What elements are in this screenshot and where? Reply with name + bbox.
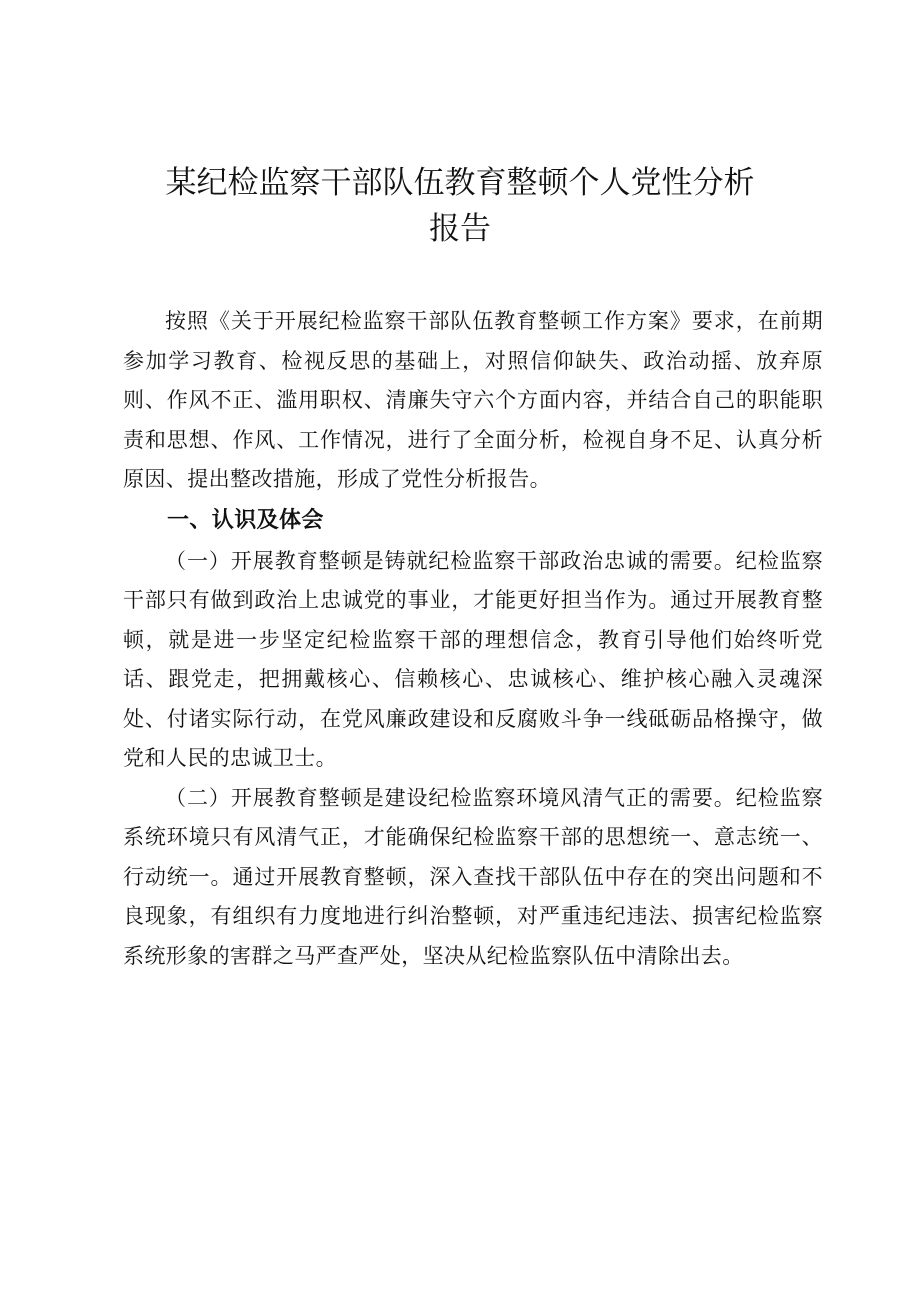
document-title [100,160,820,252]
section-paragraph-1: （一）开展教育整顿是铸就纪检监察干部政治忠诚的需要。纪检监察干部只有做到政治上忠诚党的事业，才能更好担当作为。通过开展教育整顿，就是进一步坚定纪检监察干部的理想信念，教育引导他们始终听党话、跟党走，把拥戴核心、信赖核心、忠诚核心、维护核心融入灵魂深处、付诸实际行动，在党风廉政建设和反腐败斗争一线砥砺品格操守，做党和人民的忠诚卫士。 [123,548,823,770]
document-body [123,302,823,976]
section-heading: 一、认识及体会 [167,507,324,533]
intro-paragraph: 按照《关于开展纪检监察干部队伍教育整顿工作方案》要求，在前期参加学习教育、检视反思的基础上，对照信仰缺失、政治动摇、放弃原则、作风不正、滥用职权、清廉失守六个方面内容，并结合自己的职能职责和思想、作风、工作情况，进行了全面分析，检视自身不足、认真分析原因、提出整改措施，形成了党性分析报告。 [123,309,823,491]
title-line-2: 报告 [429,211,491,247]
section-paragraph-2: （二）开展教育整顿是建设纪检监察环境风清气正的需要。纪检监察系统环境只有风清气正，才能确保纪检监察干部的思想统一、意志统一、行动统一。通过开展教育整顿，深入查找干部队伍中存在的突出问题和不良现象，有组织有力度地进行纠治整顿，对严重违纪违法、损害纪检监察系统形象的害群之马严查严处，坚决从纪检监察队伍中清除出去。 [123,785,823,968]
title-line-1: 某纪检监察干部队伍教育整顿个人党性分析 [165,165,755,201]
